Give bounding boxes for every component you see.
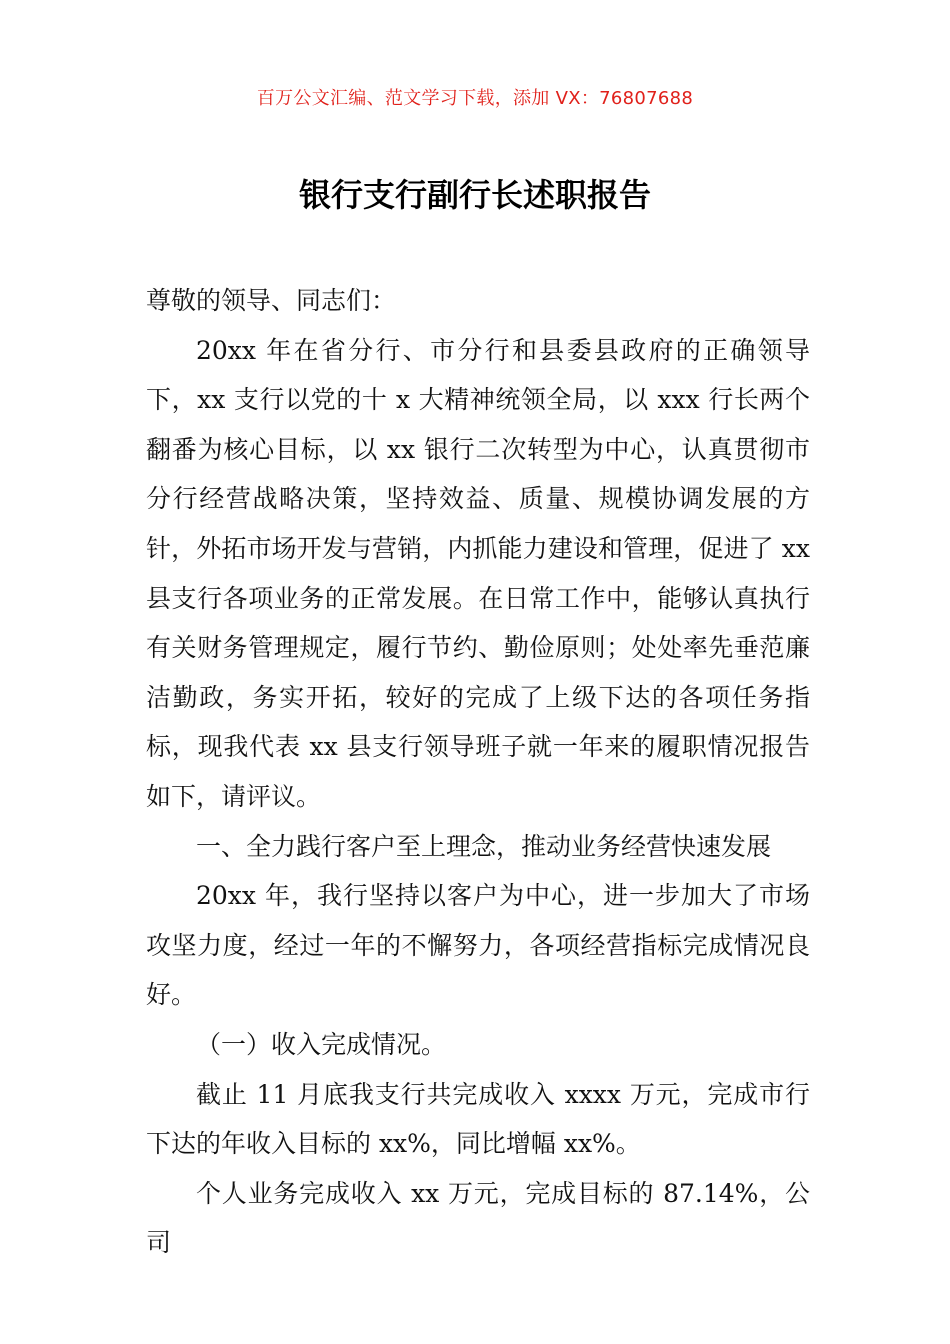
paragraph-personal-business: 个人业务完成收入 xx 万元，完成目标的 87.14%，公司 (146, 1178, 810, 1258)
section-heading-1: 一、全力践行客户至上理念，推动业务经营快速发展 (196, 831, 772, 861)
header-banner: 百万公文汇编、范文学习下载，添加 VX：76807688 (256, 88, 694, 109)
paragraph-income: 截止 11 月底我支行共完成收入 xxxx 万元，完成市行下达的年收入目标的 xx%，同比增幅 xx%。 (146, 1079, 810, 1159)
paragraph-intro: 20xx 年在省分行、市分行和县委县政府的正确领导下，xx 支行以党的十 x 大精神统领全局，以 xxx 行长两个翻番为核心目标，以 xx 银行二次转型为中心，认真贯彻市分行经营战略决策，坚持效益、质量、规模协调发展的方针，外拓市场开发与营销，内抓能力建设和管理，促进了 xx 县支行各项业务的正常发展。在日常工作中，能够认真执行有关财务管理规定，履行节约、勤俭原则；处处率先垂范廉洁勤政，务实开拓，较好的完成了上级下达的各项任务指标，现我代表 xx 县支行领导班子就一年来的履职情况报告如下，请评议。 (146, 335, 810, 811)
document-body (146, 276, 810, 1268)
document-title: 银行支行副行长述职报告 (298, 176, 651, 214)
paragraph-overview: 20xx 年，我行坚持以客户为中心，进一步加大了市场攻坚力度，经过一年的不懈努力，各项经营指标完成情况良好。 (146, 881, 810, 1010)
subsection-heading-income: （一）收入完成情况。 (196, 1029, 447, 1059)
salutation: 尊敬的领导、同志们： (146, 286, 397, 315)
